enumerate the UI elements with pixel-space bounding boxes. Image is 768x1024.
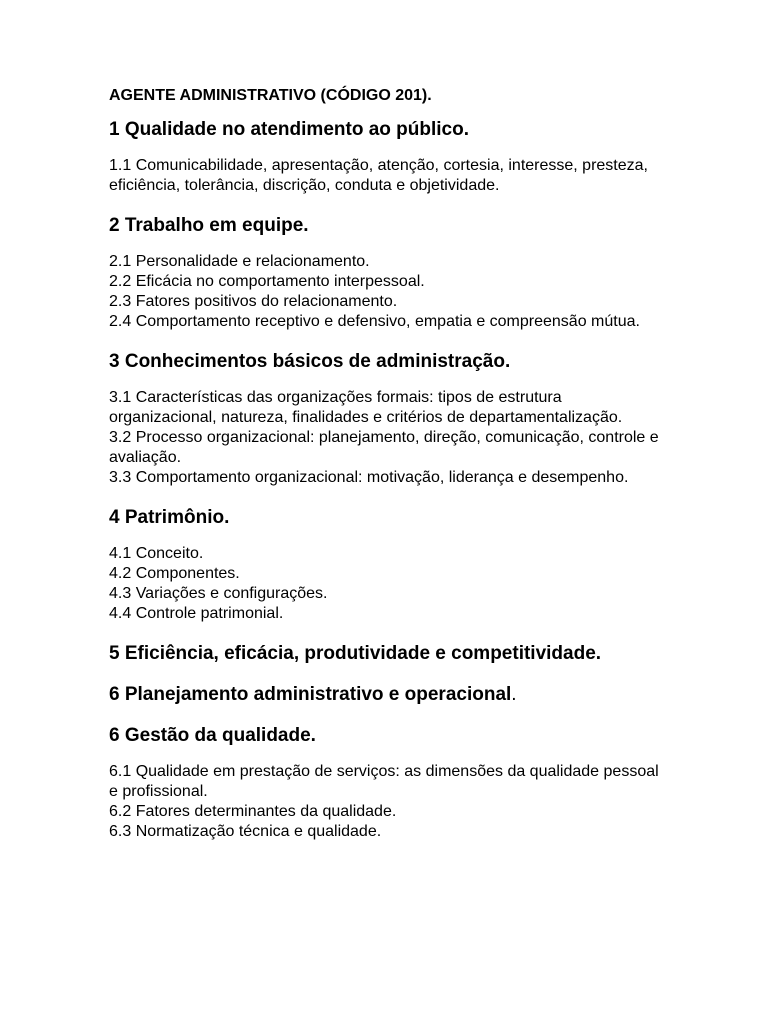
section-items bbox=[109, 762, 669, 842]
list-item: 2.4 Comportamento receptivo e defensivo, empatia e compreensão mútua. bbox=[109, 313, 640, 330]
list-item: 6.1 Qualidade em prestação de serviços: as dimensões da qualidade pessoal e profissional. bbox=[109, 763, 659, 800]
section-items bbox=[109, 544, 669, 624]
list-item: 4.3 Variações e configurações. bbox=[109, 585, 328, 602]
section-items bbox=[109, 156, 669, 196]
section-4 bbox=[109, 506, 669, 624]
section-7 bbox=[109, 724, 669, 842]
section-1 bbox=[109, 118, 669, 196]
section-heading bbox=[109, 724, 669, 748]
section-3 bbox=[109, 350, 669, 488]
list-item: 4.1 Conceito. bbox=[109, 545, 204, 562]
list-item: 6.3 Normatização técnica e qualidade. bbox=[109, 823, 382, 840]
list-item: 2.2 Eficácia no comportamento interpessoal. bbox=[109, 273, 425, 290]
section-heading-trail: . bbox=[511, 684, 517, 705]
section-heading-text: 5 Eficiência, eficácia, produtividade e competitividade. bbox=[109, 643, 602, 664]
list-item: 3.2 Processo organizacional: planejamento, direção, comunicação, controle e avaliação. bbox=[109, 429, 659, 466]
section-2 bbox=[109, 214, 669, 332]
section-heading-text: 3 Conhecimentos básicos de administração. bbox=[109, 351, 511, 372]
list-item: 2.1 Personalidade e relacionamento. bbox=[109, 253, 370, 270]
section-heading-text: 1 Qualidade no atendimento ao público. bbox=[109, 119, 469, 140]
section-heading bbox=[109, 214, 669, 238]
list-item: 4.4 Controle patrimonial. bbox=[109, 605, 284, 622]
section-6 bbox=[109, 683, 669, 707]
section-items bbox=[109, 388, 669, 488]
section-heading bbox=[109, 350, 669, 374]
list-item: 3.3 Comportamento organizacional: motivação, liderança e desempenho. bbox=[109, 469, 629, 486]
list-item: 2.3 Fatores positivos do relacionamento. bbox=[109, 293, 398, 310]
section-5 bbox=[109, 642, 669, 666]
document-title: AGENTE ADMINISTRATIVO (CÓDIGO 201). bbox=[109, 87, 432, 104]
section-heading bbox=[109, 642, 669, 666]
section-heading-text: 6 Planejamento administrativo e operacional bbox=[109, 684, 512, 705]
list-item: 3.1 Características das organizações formais: tipos de estrutura organizacional, natureza, finalidades e critérios de departamentalização. bbox=[109, 389, 623, 426]
section-heading-text: 6 Gestão da qualidade. bbox=[109, 725, 316, 746]
sections-container bbox=[109, 118, 669, 842]
section-heading bbox=[109, 118, 669, 142]
list-item: 6.2 Fatores determinantes da qualidade. bbox=[109, 803, 397, 820]
list-item: 1.1 Comunicabilidade, apresentação, atenção, cortesia, interesse, presteza, eficiência, tolerância, discrição, conduta e objetividade. bbox=[109, 157, 648, 194]
section-items bbox=[109, 252, 669, 332]
section-heading-text: 4 Patrimônio. bbox=[109, 507, 230, 528]
document-page bbox=[109, 86, 669, 860]
section-heading-text: 2 Trabalho em equipe. bbox=[109, 215, 309, 236]
section-heading bbox=[109, 683, 669, 707]
list-item: 4.2 Componentes. bbox=[109, 565, 240, 582]
section-heading bbox=[109, 506, 669, 530]
